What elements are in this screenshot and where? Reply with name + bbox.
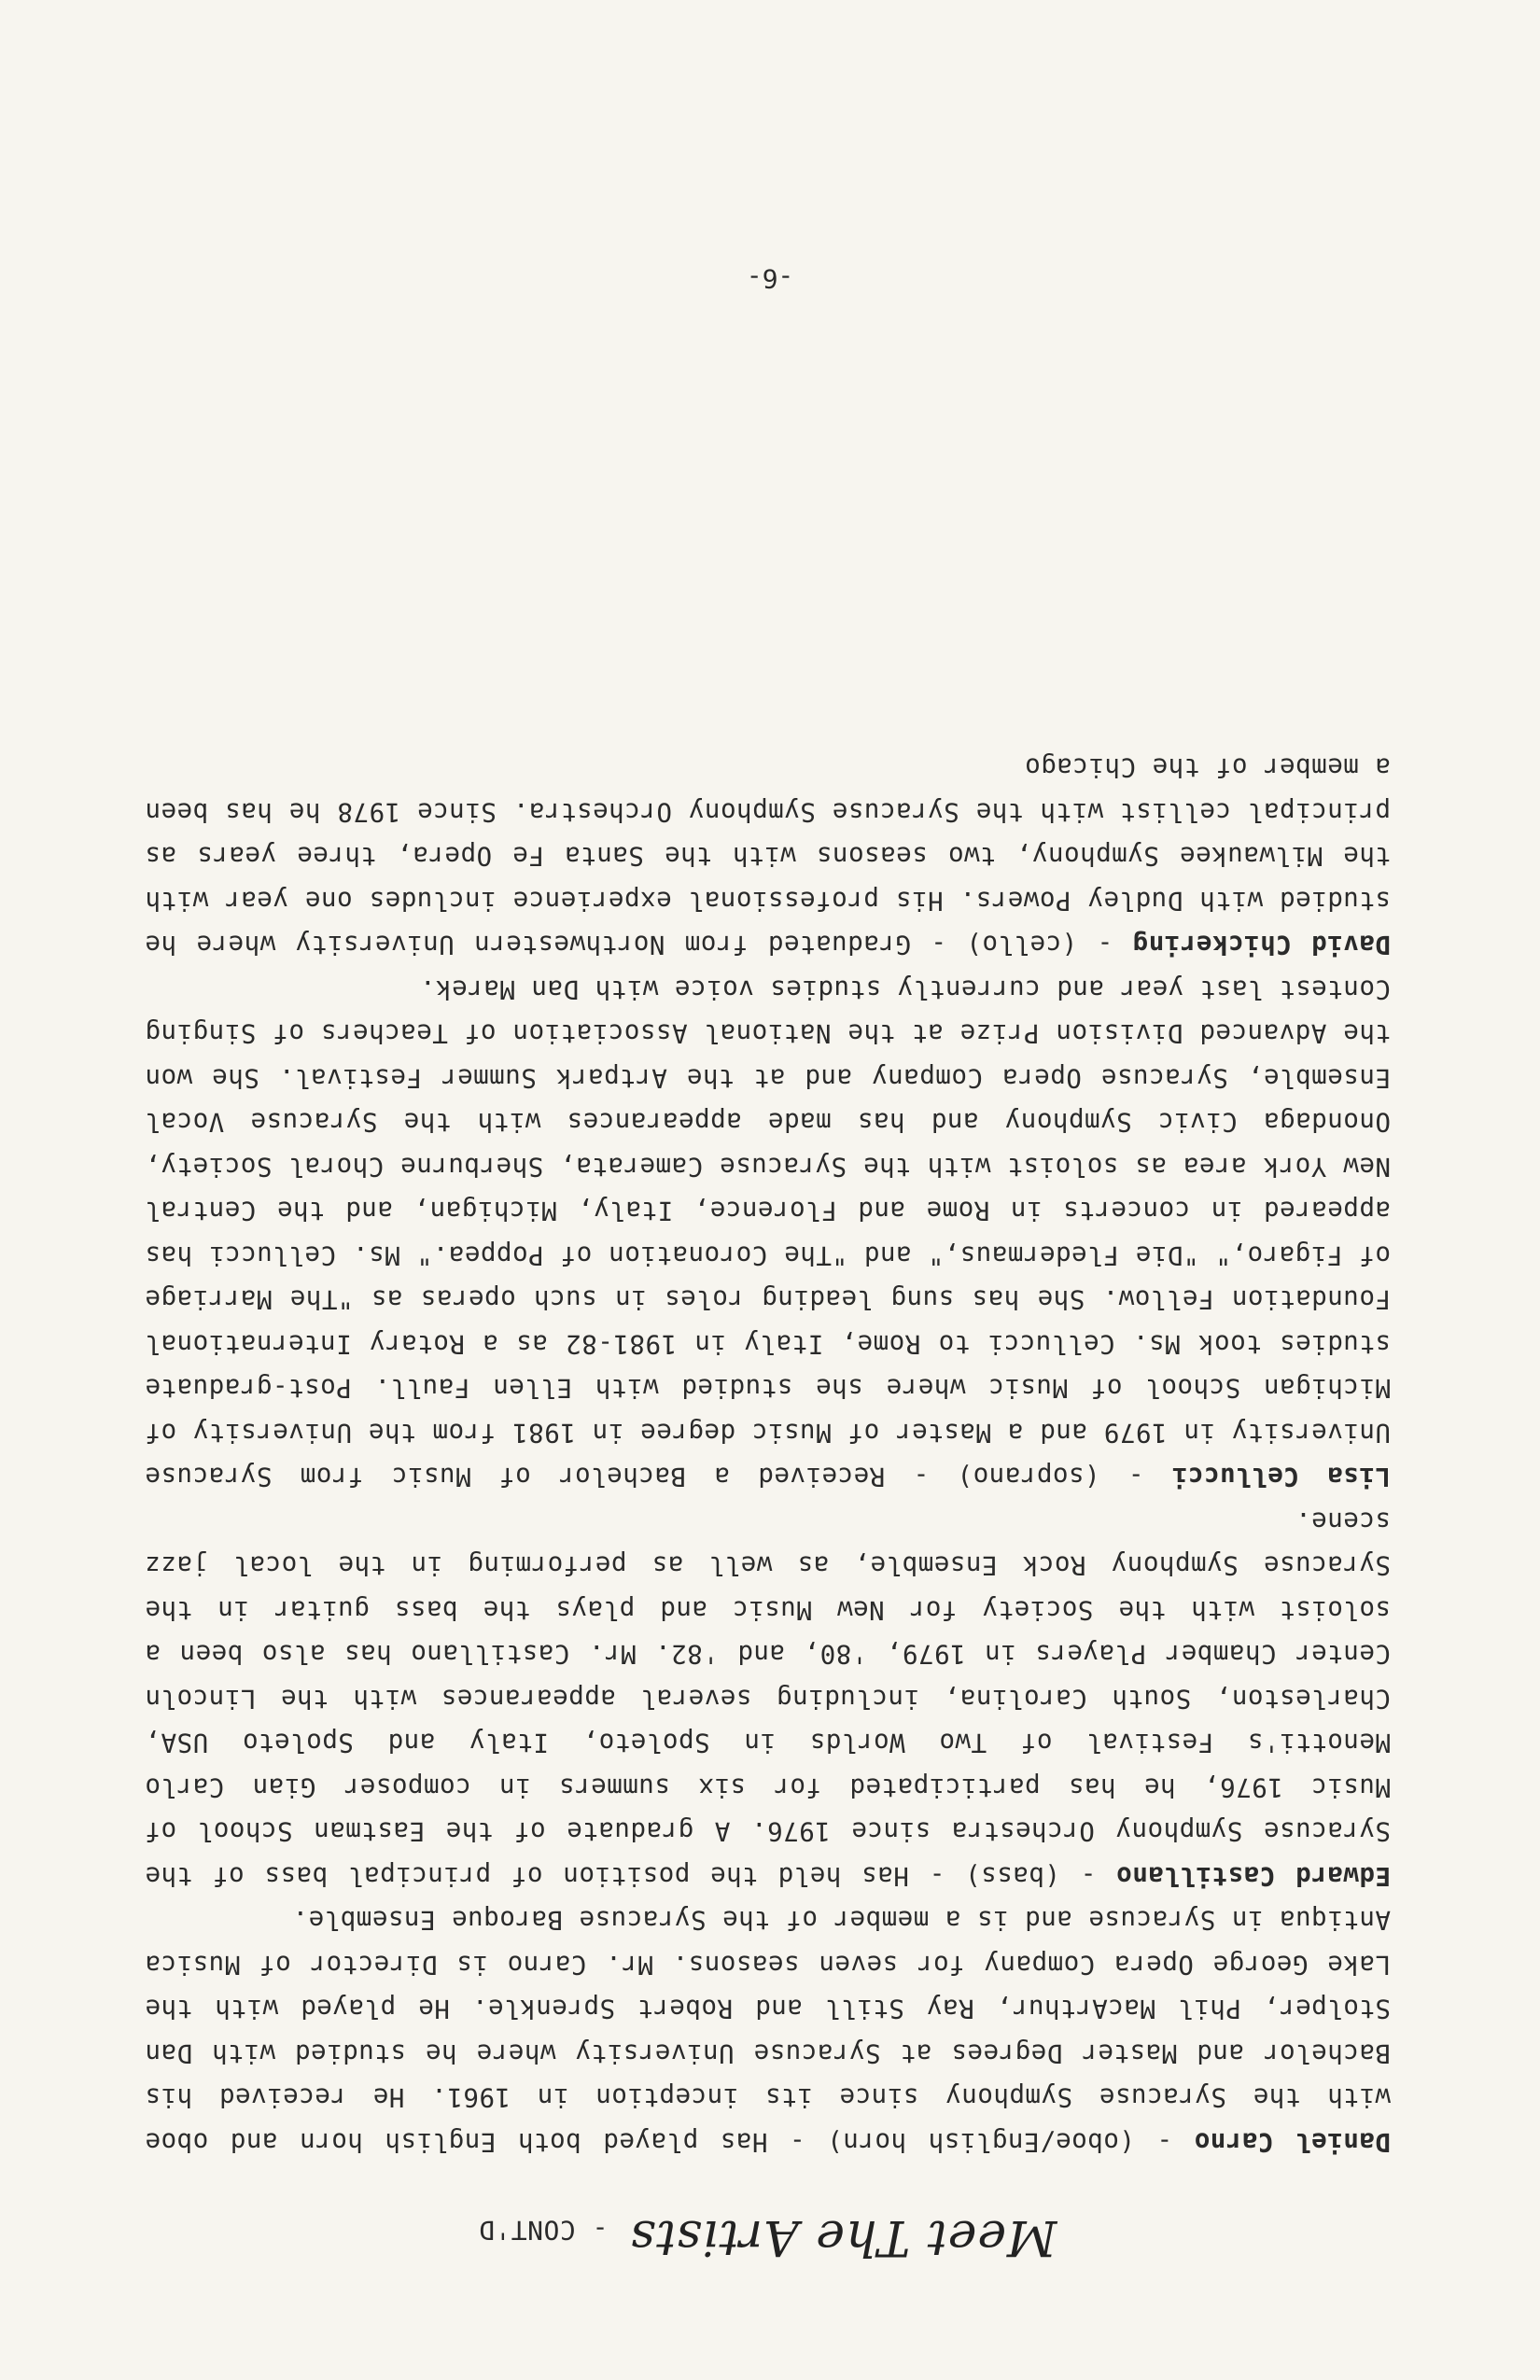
bio-role: (oboe/English horn) [826, 2127, 1135, 2157]
bio-text: - Has played both English horn and oboe with the Syracuse Symphony since its inception in 1961. He received his Bachelor and Master Degrees at Syracuse University where he studied with Dan Stolper, Phil MacArthur, Ray Still and Robert Sprenkle. He played with the Lake George Opera Company for seven seasons. Mr. Carno is Director of Musica Antiqua in Syracuse and is a member of the Syracuse Baroque Ensemble. [145, 1905, 1391, 2157]
bio-edward-castillano: Edward Castillano - (bass) - Has held the position of principal bass of the Syracuse Symphony Orchestra since 1976. A graduate of the Eastman School of Music 1976, he has participated for six summers in composer Gian Carlo Menotti's Festival of Two Worlds in Spoleto, Italy and Spoleto USA, Charleston, South Carolina, including several appearances with the Lincoln Center Chamber Players in 1979, '80, and '82. Mr. Castillano has also been a soloist with the Society for New Music and plays the bass guitar in the Syracuse Symphony Rock Ensemble, as well as performing in the local jazz scene. [145, 1506, 1391, 1891]
bio-role: (soprano) [957, 1462, 1100, 1492]
bio-daniel-carno: Daniel Carno - (oboe/English horn) - Has played both English horn and oboe with the Syracuse Symphony since its inception in 1961. He received his Bachelor and Master Degrees at Syracuse University where he studied with Dan Stolper, Phil MacArthur, Ray Still and Robert Sprenkle. He played with the Lake George Opera Company for seven seasons. Mr. Carno is Director of Musica Antiqua in Syracuse and is a member of the Syracuse Baroque Ensemble. [145, 1905, 1391, 2157]
bio-name: David Chickering [1132, 930, 1391, 960]
bio-text: - Received a Bachelor of Music from Syracuse University in 1979 and a Master of Music degree in 1981 from the University of Michigan School of Music where she studied with Ellen Faull. Post-graduate studies took Ms. Cellucci to Rome, Italy in 1981-82 as a Rotary International Foundation Fellow. She has sung leading roles in such operas as "The Marriage of Figaro," "Die Fledermaus," and "The Coronation of Poppea." Ms. Cellucci has appeared in concerts in Rome and Florence, Italy, Michigan, and the Central New York area as soloist with the Syracuse Camerata, Sherburne Choral Society, Onondaga Civic Symphony and has made appearances with the Syracuse Vocal Ensemble, Syracuse Opera Company and at the Artpark Summer Festival. She won the Advanced Division Prize at the National Association of Teachers of Singing Contest last year and currently studies voice with Dan Marek. [144, 974, 1391, 1492]
bio-role: (bass) [964, 1861, 1060, 1891]
heading-title: Meet The Artists [629, 2209, 1057, 2265]
page-number: -6- [746, 263, 794, 294]
bio-name: Lisa Cellucci [1171, 1462, 1391, 1492]
page-heading [145, 2199, 1391, 2265]
page-content [144, 745, 1391, 2265]
bio-text: - Graduated from Northwestern University where he studied with Dudley Powers. His professional experience includes one year with the Milwaukee Symphony, two seasons with the Santa Fe Opera, three years as principal cellist with the Syracuse Symphony Orchestra. Since 1978 he has been a member of the Chicago [144, 752, 1391, 960]
heading-continued: - CONT'D [478, 2215, 609, 2246]
bio-david-chickering: David Chickering - (cello) - Graduated from Northwestern University where he studied with Dudley Powers. His professional experience includes one year with the Milwaukee Symphony, two seasons with the Santa Fe Opera, three years as principal cellist with the Syracuse Symphony Orchestra. Since 1978 he has been a member of the Chicago [144, 752, 1391, 960]
bio-lisa-cellucci: Lisa Cellucci - (soprano) - Received a Bachelor of Music from Syracuse University in 1979 and a Master of Music degree in 1981 from the University of Michigan School of Music where she studied with Ellen Faull. Post-graduate studies took Ms. Cellucci to Rome, Italy in 1981-82 as a Rotary International Foundation Fellow. She has sung leading roles in such operas as "The Marriage of Figaro," "Die Fledermaus," and "The Coronation of Poppea." Ms. Cellucci has appeared in concerts in Rome and Florence, Italy, Michigan, and the Central New York area as soloist with the Syracuse Camerata, Sherburne Choral Society, Onondaga Civic Symphony and has made appearances with the Syracuse Vocal Ensemble, Syracuse Opera Company and at the Artpark Summer Festival. She won the Advanced Division Prize at the National Association of Teachers of Singing Contest last year and currently studies voice with Dan Marek. [144, 974, 1391, 1492]
bio-text: - Has held the position of principal bass of the Syracuse Symphony Orchestra since 1976. A graduate of the Eastman School of Music 1976, he has participated for six summers in composer Gian Carlo Menotti's Festival of Two Worlds in Spoleto, Italy and Spoleto USA, Charleston, South Carolina, including several appearances with the Lincoln Center Chamber Players in 1979, '80, and '82. Mr. Castillano has also been a soloist with the Society for New Music and plays the bass guitar in the Syracuse Symphony Rock Ensemble, as well as performing in the local jazz scene. [145, 1506, 1391, 1891]
bio-name: Daniel Carno [1194, 2127, 1391, 2157]
bio-role: (cello) [965, 930, 1078, 960]
bio-name: Edward Castillano [1115, 1861, 1391, 1891]
